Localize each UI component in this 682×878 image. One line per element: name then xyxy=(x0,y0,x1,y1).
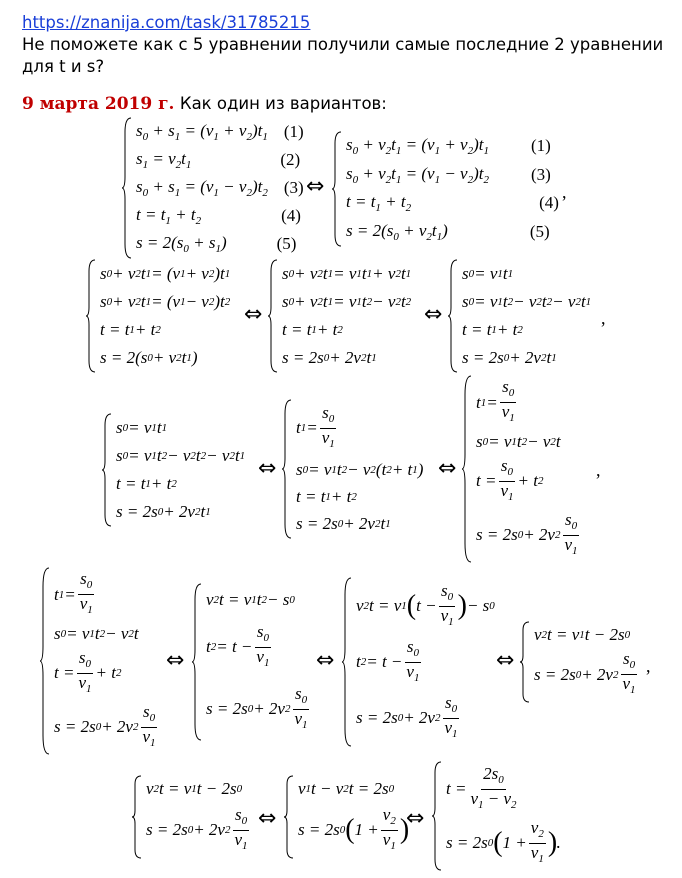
left-brace xyxy=(462,376,472,562)
comma: , xyxy=(646,656,651,676)
answer-date: 9 марта 2019 г. xyxy=(22,94,175,114)
question-text: Не поможете как с 5 уравнении получили самые последние 2 уравнении для t и s? xyxy=(22,35,664,76)
left-brace xyxy=(40,568,50,754)
system-5a: v 2 t = v 1 t − 2s 0 s = 2s 0 + 2v 2 $\frac{s_0}{v_1}$ xyxy=(132,776,252,858)
system-1a: $s_0 + s_1 = (v_1 + v_2)t_1$ (1) $s_1 = v_2t_1$ (2) $s_0 + s_1 = (v_1 - v_2)t_2$ (3) $t = t_1 + t_2$ (4) $s = 2(s_0 + s_1)$ (5) xyxy=(122,118,304,258)
system-3b: t 1 = $\frac{s_0}{v_1}$ s 0 = v 1 t 2 − v 2 (t 2 + t 1 ) t = t 1 + t 2 s = 2s 0 + 2v 2 t 1 xyxy=(282,400,423,538)
left-brace xyxy=(122,118,132,258)
answer-header xyxy=(22,94,387,114)
equiv-arrow: ⇔ xyxy=(244,302,263,327)
left-brace xyxy=(432,762,442,870)
left-brace xyxy=(282,400,292,538)
left-brace xyxy=(284,776,294,858)
equiv-arrow: ⇔ xyxy=(258,456,277,481)
equiv-arrow: ⇔ xyxy=(258,806,277,831)
answer-intro: Как один из вариантов: xyxy=(179,94,387,113)
system-3a: s 0 = v 1 t 1 s 0 = v 1 t 2 − v 2 t 2 − v 2 t 1 t = t 1 + t 2 s = 2s 0 + 2v 2 t 1 xyxy=(102,414,245,526)
comma: , xyxy=(601,308,606,328)
system-2c: s 0 = v 1 t 1 s 0 = v 1 t 2 − v 2 t 2 − v 2 t 1 t = t 1 + t 2 s = 2s 0 + 2v 2 t 1 xyxy=(448,260,591,372)
period: . xyxy=(556,832,561,852)
equiv-arrow: ⇔ xyxy=(438,456,457,481)
system-1b: $s_0 + v_2t_1 = (v_1 + v_2)t_1$ (1) $s_0 + v_2t_1 = (v_1 - v_2)t_2$ (3) $t = t_1 + t_2$ (4) $s = 2(s_0 + v_2t_1)$ (5) xyxy=(332,132,559,246)
equiv-arrow: ⇔ xyxy=(496,648,515,673)
system-5c: t = $\frac{2s_0}{v_1 - v_2}$ s = 2s 0 ( 1 + $\frac{v_2}{v_1}$ ) xyxy=(432,762,557,870)
system-4a: t 1 = $\frac{s_0}{v_1}$ s 0 = v 1 t 2 − v 2 t t = $\frac{s_0}{v_1}$ + t 2 s = 2s 0 + 2v 2 $\frac{s_0}{v_1}$ xyxy=(40,568,160,754)
equiv-arrow: ⇔ xyxy=(306,174,325,199)
system-4b: v 2 t = v 1 t 2 − s 0 t 2 = t − $\frac{s_0}{v_1}$ s = 2s 0 + 2v 2 $\frac{s_0}{v_1}$ xyxy=(192,584,312,740)
system-2a: s 0 + v 2 t 1 = (v 1 + v 2 )t 1 s 0 + v 2 t 1 = (v 1 − v 2 )t 2 t = t 1 + t 2 s = 2(s 0 + v 2 t 1 ) xyxy=(86,260,230,372)
comma: , xyxy=(562,182,567,202)
left-brace xyxy=(342,578,352,746)
left-brace xyxy=(268,260,278,372)
equiv-arrow: ⇔ xyxy=(406,806,425,831)
left-brace xyxy=(132,776,142,858)
left-brace xyxy=(86,260,96,372)
comma: , xyxy=(596,460,601,480)
task-link[interactable]: https://znanija.com/task/31785215 xyxy=(22,13,311,32)
equiv-arrow: ⇔ xyxy=(316,648,335,673)
equiv-arrow: ⇔ xyxy=(424,302,443,327)
left-brace xyxy=(102,414,112,526)
left-brace xyxy=(520,622,530,702)
left-brace xyxy=(192,584,202,740)
system-4c: v 2 t = v 1 ( t − $\frac{s_0}{v_1}$ ) − s 0 t 2 = t − $\frac{s_0}{v_1}$ s = 2s 0 + 2v 2 $\frac{s_0}{v_1}$ xyxy=(342,578,495,746)
left-brace xyxy=(448,260,458,372)
equiv-arrow: ⇔ xyxy=(166,648,185,673)
system-4d: v 2 t = v 1 t − 2s 0 s = 2s 0 + 2v 2 $\frac{s_0}{v_1}$ xyxy=(520,622,640,702)
system-5b: v 1 t − v 2 t = 2s 0 s = 2s 0 ( 1 + $\frac{v_2}{v_1}$ ) xyxy=(284,776,409,858)
left-brace xyxy=(332,132,342,246)
system-3c: t 1 = $\frac{s_0}{v_1}$ s 0 = v 1 t 2 − v 2 t t = $\frac{s_0}{v_1}$ + t 2 s = 2s 0 + 2v 2 $\frac{s_0}{v_1}$ xyxy=(462,376,582,562)
system-2b: s 0 + v 2 t 1 = v 1 t 1 + v 2 t 1 s 0 + v 2 t 1 = v 1 t 2 − v 2 t 2 t = t 1 + t 2 s = 2s 0 + 2v 2 t 1 xyxy=(268,260,411,372)
